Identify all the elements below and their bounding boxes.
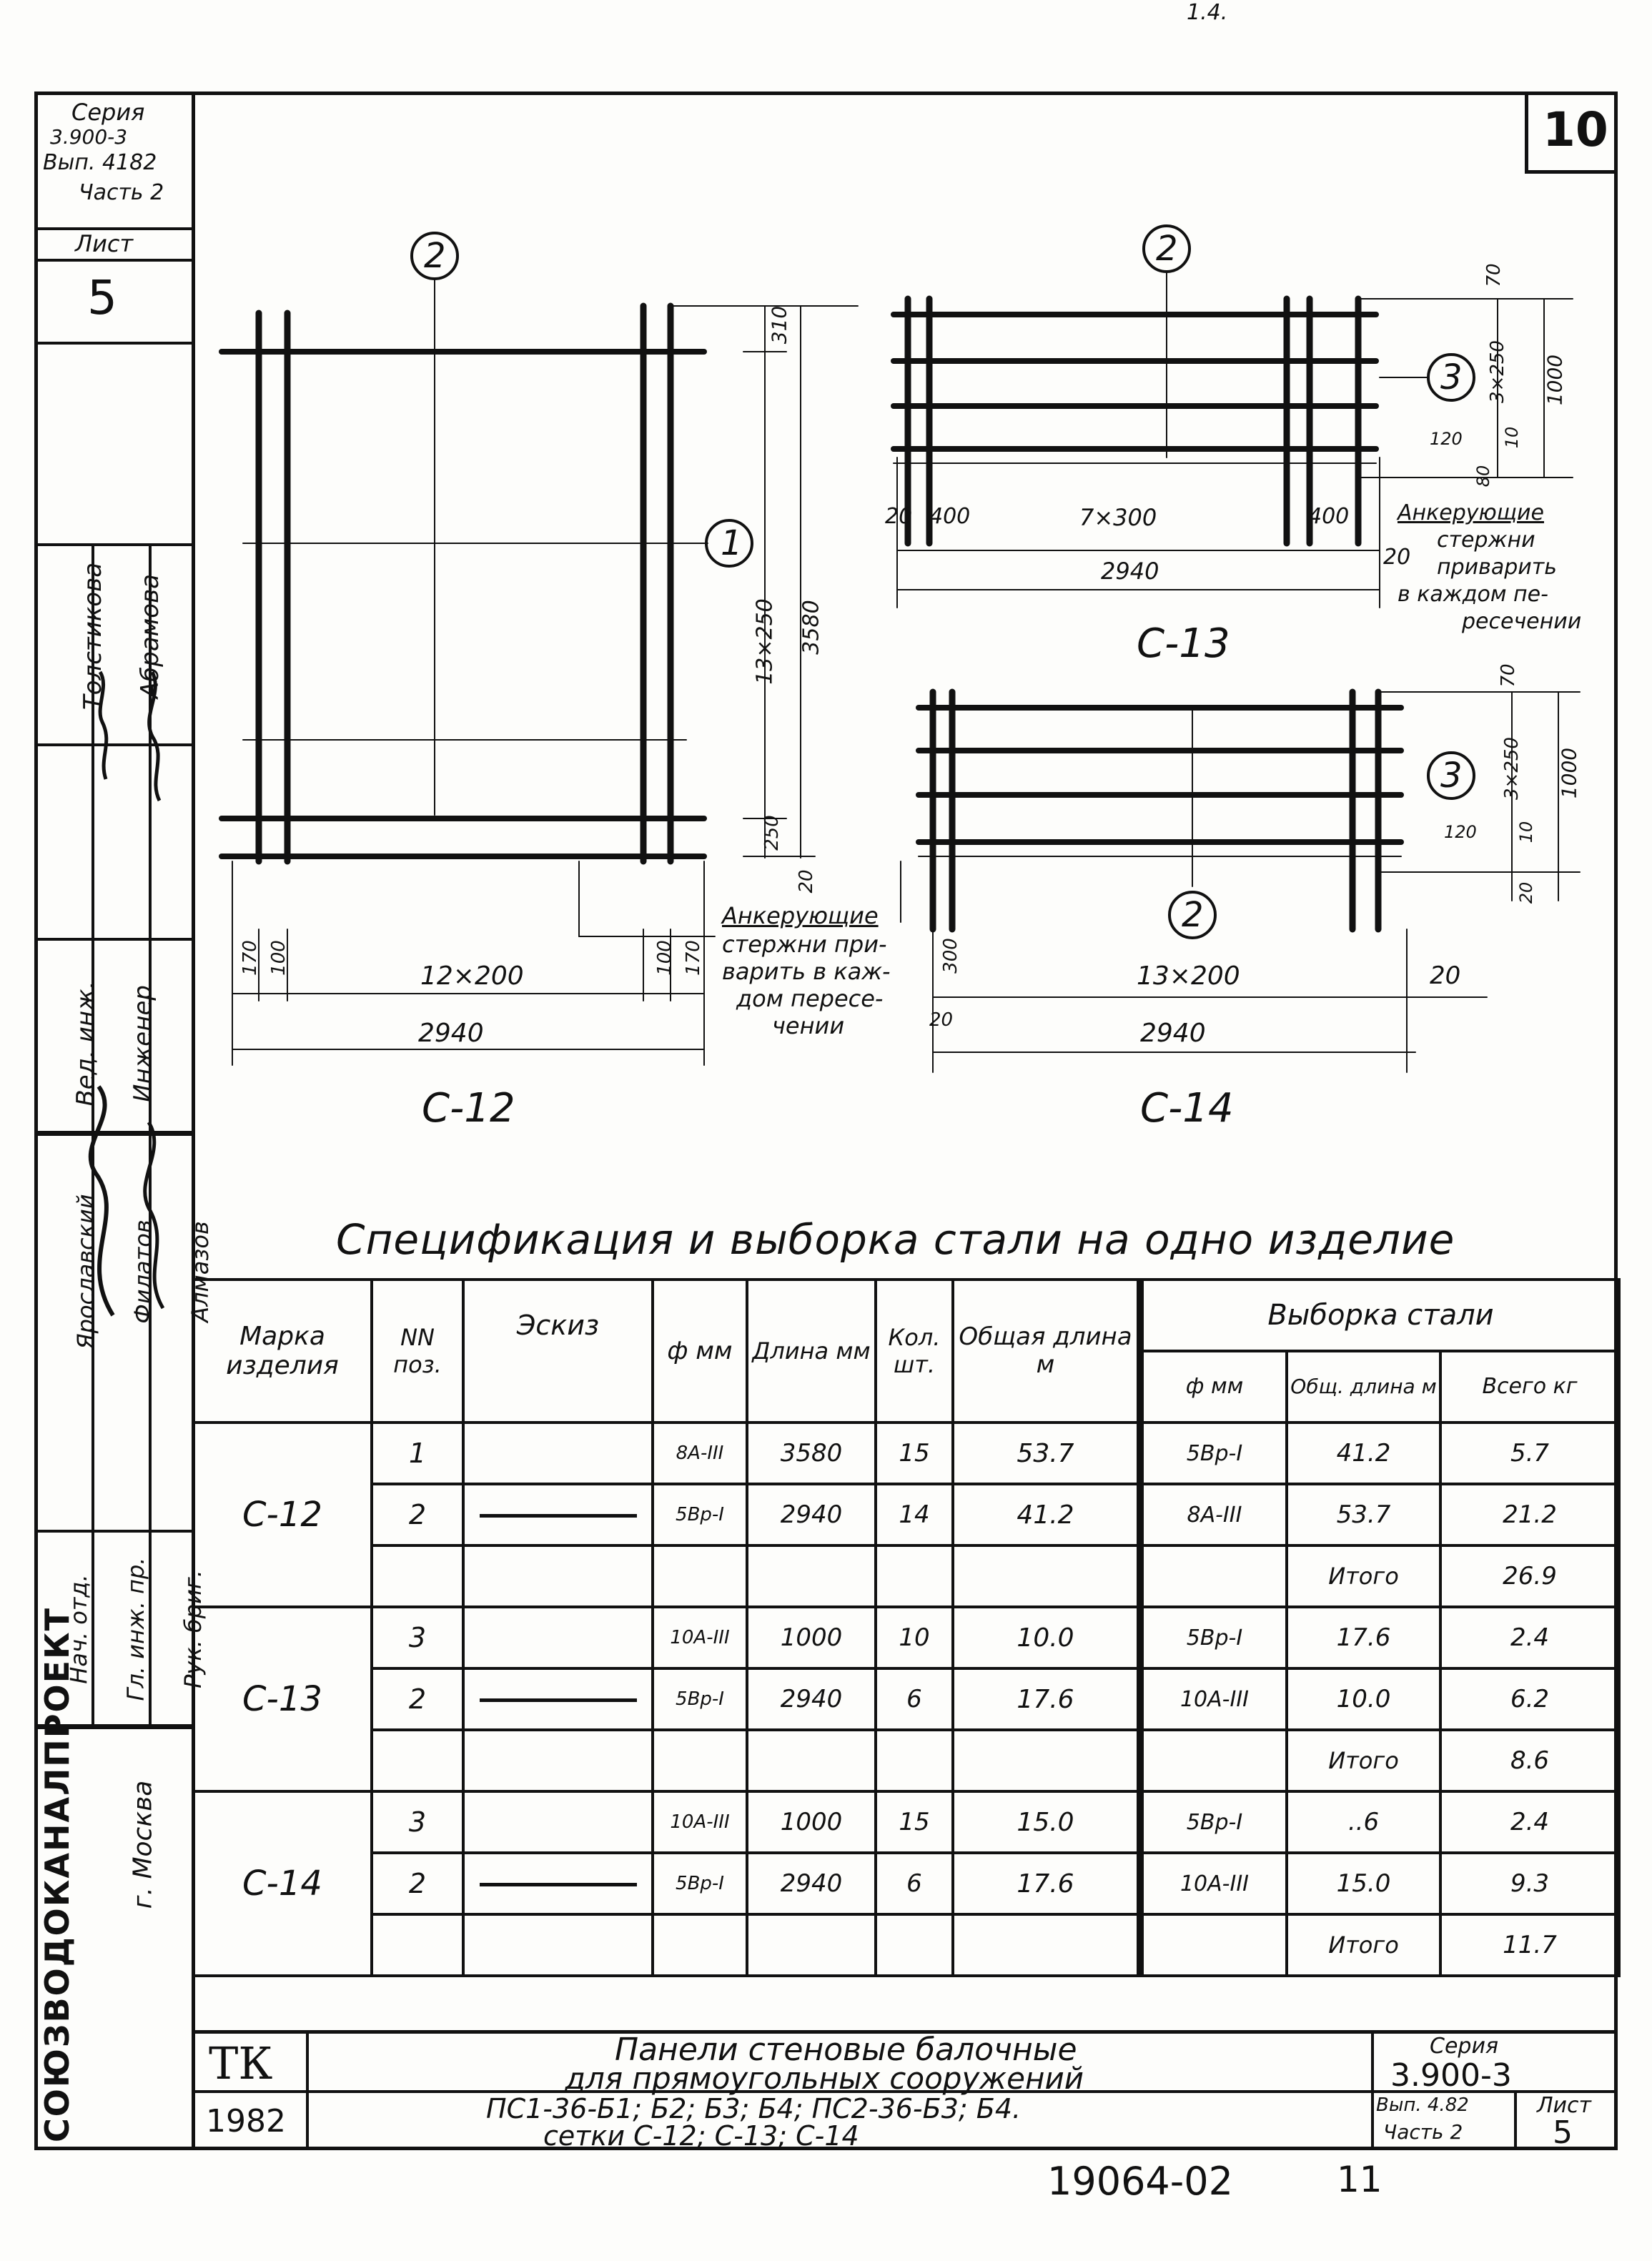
tb-tk: ТК: [209, 2037, 273, 2089]
itogo-value: 8.6: [1440, 1730, 1619, 1791]
c13-note-line: приварить: [1437, 555, 1557, 580]
cell-empty: [747, 1914, 876, 1976]
cell-total: 10.0: [953, 1607, 1140, 1668]
c12-dim-right-a: 100: [654, 940, 676, 976]
cell-len: 1000: [747, 1791, 876, 1853]
cell-empty: [1140, 1545, 1287, 1607]
cell-sel-len: 41.2: [1287, 1423, 1440, 1484]
c13-dim-left-20: 20: [885, 504, 913, 529]
cell-pos: 2: [372, 1484, 463, 1545]
c13-note-line: стержни: [1437, 528, 1535, 553]
spec-title: Спецификация и выборка стали на одно изделие: [336, 1215, 1455, 1264]
itogo-value: 26.9: [1440, 1545, 1619, 1607]
cell-sel-kg: 6.2: [1440, 1668, 1619, 1730]
cell-len: 2940: [747, 1668, 876, 1730]
tb-sheet-label: Лист: [1537, 2093, 1592, 2118]
tb-year: 1982: [206, 2103, 286, 2139]
cell-empty: [747, 1730, 876, 1791]
cell-sel-kg: 2.4: [1440, 1791, 1619, 1853]
sketch-line: [480, 1883, 637, 1886]
cell-empty: [463, 1914, 653, 1976]
group-mark: С-14: [193, 1791, 372, 1976]
cell-empty: [876, 1914, 953, 1976]
cell-pos: 1: [372, 1423, 463, 1484]
cell-sel-kg: 9.3: [1440, 1853, 1619, 1914]
cell-empty: [653, 1914, 747, 1976]
hdr-sel-total: Всего кг: [1440, 1351, 1619, 1423]
c14-title: С-14: [1140, 1085, 1234, 1132]
c14-dim-10: 10: [1516, 821, 1536, 843]
c13-dim-120: 120: [1430, 429, 1463, 449]
cell-pos: 3: [372, 1791, 463, 1853]
group-mark: С-13: [193, 1607, 372, 1791]
hdr-pos: NN поз.: [372, 1280, 463, 1423]
tb-series-label: Серия: [1430, 2034, 1498, 2059]
tb-title-line2: для прямоугольных сооружений: [565, 2061, 1084, 2096]
cell-empty: [876, 1545, 953, 1607]
hdr-total-len: Общая длина м: [953, 1280, 1140, 1423]
cell-empty: [463, 1545, 653, 1607]
cell-empty: [372, 1730, 463, 1791]
cell-empty: [1140, 1730, 1287, 1791]
c13-dim-top: 70: [1483, 263, 1505, 287]
side-series-code: 3.900-3: [50, 125, 128, 149]
cell-sel-dia: 8А-III: [1140, 1484, 1287, 1545]
cell-sel-dia: 5Вр-I: [1140, 1607, 1287, 1668]
itogo-label: Итого: [1287, 1730, 1440, 1791]
c14-dim-span: 13×200: [1137, 961, 1240, 991]
c12-dim-left-a: 170: [239, 940, 261, 976]
mesh-c14: [901, 692, 1580, 1072]
cell-empty: [653, 1545, 747, 1607]
cell-sel-dia: 10А-III: [1140, 1668, 1287, 1730]
group-mark: С-12: [193, 1423, 372, 1607]
cell-sketch: [463, 1791, 653, 1853]
c14-dim-20: 20: [1516, 881, 1536, 904]
side-role-1b: Инженер: [129, 985, 157, 1102]
cell-sel-len: 17.6: [1287, 1607, 1440, 1668]
cell-pos: 2: [372, 1668, 463, 1730]
itogo-value: 11.7: [1440, 1914, 1619, 1976]
cell-sketch: [463, 1668, 653, 1730]
c14-dim-right-20: 20: [1430, 961, 1461, 990]
sketch-line: [480, 1514, 637, 1518]
c13-dim-mid: 3×250: [1487, 340, 1508, 403]
itogo-label: Итого: [1287, 1914, 1440, 1976]
cell-pos: 3: [372, 1607, 463, 1668]
c13-dim-total: 1000: [1543, 354, 1567, 406]
c13-pos-2-label: 2: [1156, 229, 1178, 269]
page-number: 10: [1543, 102, 1608, 157]
title-divider-v: [1371, 2030, 1374, 2150]
cell-len: 3580: [747, 1423, 876, 1484]
c12-dim-bot-b: 20: [796, 869, 817, 894]
c12-dim-top: 310: [767, 305, 791, 345]
side-role-2c: Рук. бриг.: [179, 1570, 207, 1688]
cell-total: 15.0: [953, 1791, 1140, 1853]
tb-series-code: 3.900-3: [1390, 2057, 1512, 2094]
cell-pos: 2: [372, 1853, 463, 1914]
tb-sheet-number: 5: [1553, 2114, 1573, 2151]
cell-sel-len: 15.0: [1287, 1853, 1440, 1914]
side-sheet-number: 5: [87, 270, 117, 325]
c13-dim-span: 7×300: [1079, 504, 1157, 531]
cell-sketch: [463, 1607, 653, 1668]
side-name-2a: Ярославский: [72, 1194, 99, 1350]
cell-len: 2940: [747, 1853, 876, 1914]
hdr-sketch: Эскиз: [463, 1280, 653, 1423]
bottom-num: 11: [1337, 2159, 1383, 2200]
cell-dia: 8А-III: [653, 1423, 747, 1484]
side-sheet-label: Лист: [75, 230, 134, 257]
title-divider-v: [306, 2030, 309, 2150]
side-org: СОЮЗВОДОКАНАЛПРОЕКТ: [38, 1606, 76, 2142]
tb-products-line1: ПС1-36-Б1; Б2; Б3; Б4; ПС2-36-Б3; Б4.: [486, 2093, 1022, 2124]
c13-note-line: Анкерующие: [1398, 500, 1544, 525]
itogo-label: Итого: [1287, 1545, 1440, 1607]
cell-sel-kg: 5.7: [1440, 1423, 1619, 1484]
c12-dim-total: 3580: [798, 600, 824, 655]
c12-dim-right-b: 170: [683, 940, 704, 976]
side-issue: Вып. 4182: [43, 150, 157, 175]
c12-dim-left-b: 100: [268, 940, 290, 976]
side-name-2b: Филатов: [129, 1219, 157, 1324]
c13-pos-3-label: 3: [1440, 357, 1463, 397]
cell-total: 17.6: [953, 1668, 1140, 1730]
cell-dia: 5Вр-I: [653, 1668, 747, 1730]
side-role-1a: Вед. инж.: [71, 981, 100, 1107]
c13-dim-right-20: 20: [1383, 545, 1411, 570]
cell-sel-len: 10.0: [1287, 1668, 1440, 1730]
hdr-mark: Марка изделия: [193, 1280, 372, 1423]
cell-dia: 10А-III: [653, 1607, 747, 1668]
cell-empty: [747, 1545, 876, 1607]
spec-table: [192, 1278, 1621, 1977]
c14-dim-300: 300: [940, 938, 961, 974]
cell-sketch: [463, 1484, 653, 1545]
hdr-selection: Выборка стали: [1140, 1280, 1619, 1351]
c13-note-line: в каждом пе-: [1398, 582, 1548, 607]
c12-dim-span: 12×200: [420, 961, 524, 991]
cell-sel-dia: 10А-III: [1140, 1853, 1287, 1914]
cell-len: 2940: [747, 1484, 876, 1545]
cell-qty: 15: [876, 1423, 953, 1484]
c14-dim-total: 1000: [1557, 747, 1581, 799]
c12-title: С-12: [422, 1085, 515, 1132]
cell-dia: 10А-III: [653, 1791, 747, 1853]
c14-dim-mid: 3×250: [1501, 737, 1523, 800]
c14-note-line: стержни при-: [722, 931, 887, 958]
c12-pos-1-label: 1: [721, 523, 743, 563]
hdr-dia: ф мм: [653, 1280, 747, 1423]
c14-note-line: чении: [772, 1012, 845, 1039]
hdr-sel-len: Общ. длина м: [1287, 1351, 1440, 1423]
c12-pos-2-label: 2: [424, 236, 446, 276]
cell-sel-len: ..6: [1287, 1791, 1440, 1853]
cell-empty: [953, 1545, 1140, 1607]
c14-dim-120: 120: [1444, 822, 1477, 842]
hdr-sel-dia: ф мм: [1140, 1351, 1287, 1423]
cell-total: 41.2: [953, 1484, 1140, 1545]
side-name-1b: Абрамова: [136, 574, 164, 698]
cell-empty: [953, 1914, 1140, 1976]
cell-qty: 14: [876, 1484, 953, 1545]
cell-empty: [653, 1730, 747, 1791]
side-role-2a: Нач. отд.: [65, 1574, 92, 1684]
side-role-2b: Гл. инж. пр.: [122, 1557, 149, 1701]
c14-pos-3-label: 3: [1440, 756, 1463, 796]
c13-dim-10: 10: [1502, 426, 1522, 449]
c13-dim-width: 2940: [1101, 558, 1159, 585]
title-divider-v: [1514, 2090, 1517, 2150]
cell-dia: 5Вр-I: [653, 1484, 747, 1545]
tb-issue: Вып. 4.82: [1376, 2094, 1469, 2116]
side-city: г. Москва: [128, 1780, 158, 1909]
tb-title-line1: Панели стеновые балочные: [615, 2032, 1077, 2068]
c13-title: С-13: [1137, 620, 1230, 667]
c14-dim-top: 70: [1498, 663, 1519, 688]
cell-sketch: [463, 1423, 653, 1484]
bottom-code: 19064-02: [1047, 2159, 1233, 2204]
cell-empty: [463, 1730, 653, 1791]
c13-dim-80: 80: [1473, 465, 1493, 488]
cell-empty: [876, 1730, 953, 1791]
cell-sel-kg: 2.4: [1440, 1607, 1619, 1668]
cell-qty: 6: [876, 1668, 953, 1730]
cell-qty: 10: [876, 1607, 953, 1668]
cell-empty: [1140, 1914, 1287, 1976]
tb-part: Часть 2: [1383, 2120, 1463, 2144]
c13-dim-400b: 400: [1308, 504, 1350, 529]
c14-pos-2-label: 2: [1182, 895, 1204, 935]
cell-sel-dia: 5Вр-I: [1140, 1791, 1287, 1853]
c14-dim-width: 2940: [1140, 1019, 1206, 1048]
cell-sel-len: 53.7: [1287, 1484, 1440, 1545]
side-name-1a: Толстикова: [79, 562, 107, 711]
cell-empty: [953, 1730, 1140, 1791]
side-name-2c: Алмазов: [187, 1221, 214, 1322]
c14-note-line: Анкерующие: [722, 902, 879, 929]
cell-qty: 15: [876, 1791, 953, 1853]
cell-sel-dia: 5Вр-I: [1140, 1423, 1287, 1484]
cell-total: 17.6: [953, 1853, 1140, 1914]
c13-dim-400a: 400: [929, 504, 971, 529]
top-mark: 1.4.: [1187, 0, 1228, 25]
c13-note-line: ресечении: [1462, 609, 1582, 634]
cell-dia: 5Вр-I: [653, 1853, 747, 1914]
side-part: Часть 2: [79, 180, 164, 205]
hdr-qty: Кол. шт.: [876, 1280, 953, 1423]
cell-total: 53.7: [953, 1423, 1140, 1484]
c14-note-line: варить в каж-: [722, 958, 891, 985]
cell-empty: [372, 1914, 463, 1976]
side-series-label: Серия: [71, 99, 145, 126]
c12-dim-width: 2940: [418, 1019, 484, 1048]
c14-dim-left-20: 20: [929, 1009, 954, 1031]
cell-sketch: [463, 1853, 653, 1914]
cell-qty: 6: [876, 1853, 953, 1914]
c14-note-line: дом пересе-: [736, 985, 884, 1012]
tb-products-line2: сетки С-12; С-13; С-14: [543, 2120, 859, 2152]
c12-dim-mid: 13×250: [752, 598, 778, 685]
c12-dim-bot-a: 250: [761, 815, 783, 851]
cell-empty: [372, 1545, 463, 1607]
hdr-len: Длина мм: [747, 1280, 876, 1423]
sketch-line: [480, 1698, 637, 1702]
cell-len: 1000: [747, 1607, 876, 1668]
cell-sel-kg: 21.2: [1440, 1484, 1619, 1545]
